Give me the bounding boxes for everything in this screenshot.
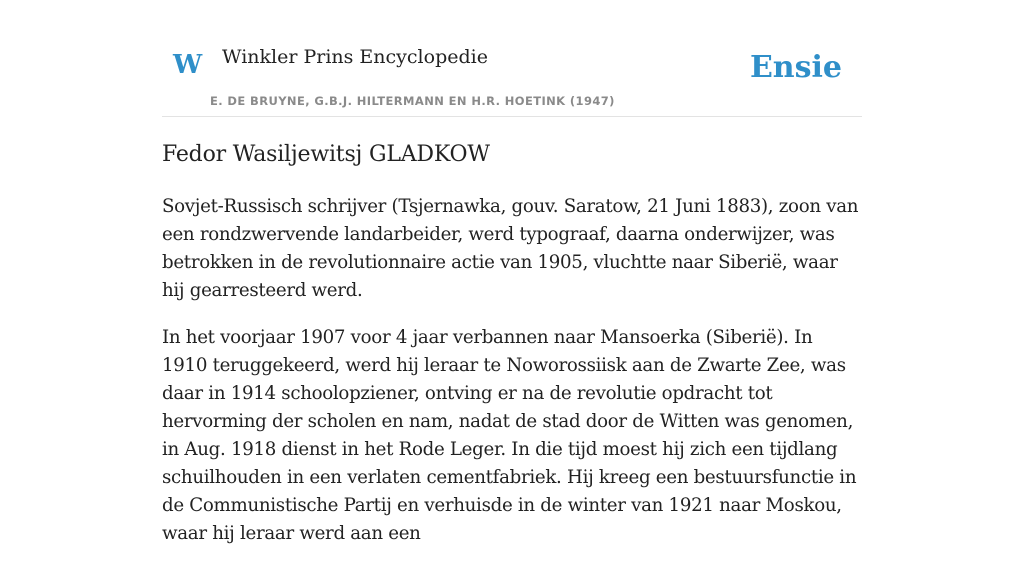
article-paragraph: Sovjet-Russisch schrijver (Tsjernawka, gouv. Saratow, 21 Juni 1883), zoon van een rondzwervende landarbeider, werd typograaf, daarna onderwijzer, was betrokken in de revolutionnaire actie van 1905, vluchtte naar Siberië, waar hij gearresteerd werd. <box>162 196 859 301</box>
article-title: Fedor Wasiljewitsj GLADKOW <box>162 142 490 167</box>
publication-title[interactable]: Winkler Prins Encyclopedie <box>222 46 488 68</box>
article <box>162 139 862 567</box>
article-paragraph: In het voorjaar 1907 voor 4 jaar verbannen naar Mansoerka (Siberië). In 1910 teruggekeerd, werd hij leraar te Noworossiisk aan de Zwarte Zee, was daar in 1914 schoolopziener, ontving er na de revolutie opdracht tot hervorming der scholen en nam, nadat de stad door de Witten was genomen, in Aug. 1918 dienst in het Rode Leger. In die tijd moest hij zich een tijdlang schuilhouden in een verlaten cementfabriek. Hij kreeg een bestuursfunctie in de Communistische Partij en verhuisde in de winter van 1921 naar Moskou, waar hij leraar werd aan een <box>162 327 857 544</box>
publication-authors: E. DE BRUYNE, G.B.J. HILTERMANN EN H.R. HOETINK (1947) <box>210 94 615 108</box>
page-header <box>162 0 862 117</box>
ensie-brand-logo[interactable]: Ensie <box>749 50 842 85</box>
publication-logo[interactable]: W <box>173 50 203 80</box>
